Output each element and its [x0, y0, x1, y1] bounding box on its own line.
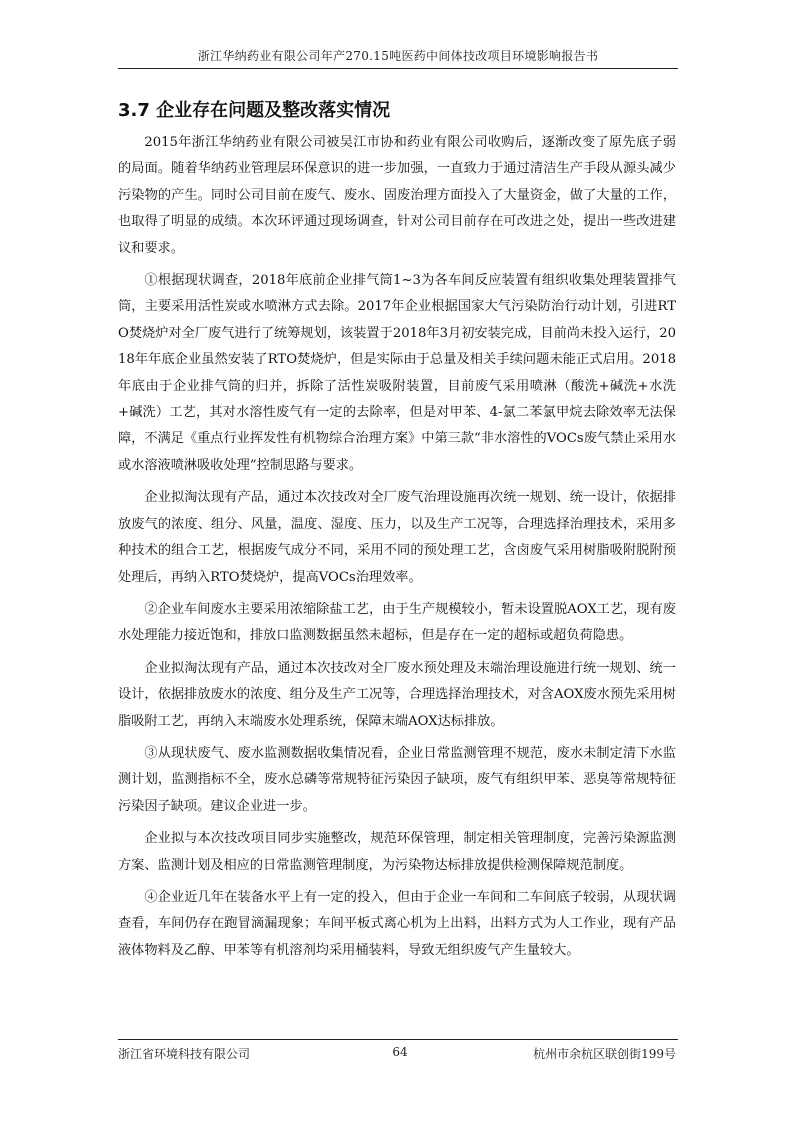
paragraph: ③从现状废气、废水监测数据收集情况看，企业日常监测管理不规范，废水未制定清下水监测计划，监测指标不全，废水总磷等常规特征污染因子缺项，废气有组织甲苯、恶臭等常规特征污染因子缺项。建议企业进一步。 — [118, 745, 676, 814]
header-divider — [118, 68, 678, 69]
running-header: 浙江华纳药业有限公司年产270.15吨医药中间体技改项目环境影响报告书 — [197, 49, 599, 63]
paragraph: ①根据现状调查，2018年底前企业排气筒1~3为各车间反应装置有组织收集处理装置排气筒，主要采用活性炭或水喷淋方式去除。2017年企业根据国家大气污染防治行动计划，引进RTO焚烧炉对全厂废气进行了统筹规划，该装置于2018年3月初安装完成，目前尚未投入运行，2018年年底企业虽然安装了RTO焚烧炉，但是实际由于总量及相关手续问题未能正式启用。2018年底由于企业排气筒的归并，拆除了活性炭吸附装置，目前废气采用喷淋（酸洗+碱洗+水洗+碱洗）工艺，其对水溶性废气有一定的去除率，但是对甲苯、4-氯二苯氯甲烷去除效率无法保障，不满足《重点行业挥发性有机物综合治理方案》中第三款“非水溶性的VOCs废气禁止采用水或水溶液喷淋吸收处理”控制思路与要求。 — [118, 273, 677, 473]
paragraph: 企业拟淘汰现有产品，通过本次技改对全厂废气治理设施再次统一规划、统一设计，依据排放废气的浓度、组分、风量，温度、湿度、压力，以及生产工况等，合理选择治理技术，采用多种技术的组合工艺，根据废气成分不同，采用不同的预处理工艺，含卤废气采用树脂吸附脱附预处理后，再纳入RTO焚烧炉，提高VOCs治理效率。 — [118, 490, 676, 585]
paragraph: ②企业车间废水主要采用浓缩除盐工艺，由于生产规模较小，暂未设置脱AOX工艺，现有废水处理能力接近饱和，排放口监测数据虽然未超标，但是存在一定的超标或超负荷隐患。 — [118, 601, 676, 644]
paragraph: 企业拟淘汰现有产品，通过本次技改对全厂废水预处理及末端治理设施进行统一规划、统一设计，依据排放废水的浓度、组分及生产工况等，合理选择治理技术，对含AOX废水预先采用树脂吸附工艺，再纳入末端废水处理系统，保障末端AOX达标排放。 — [118, 660, 676, 729]
footer-address: 杭州市余杭区联创街199号 — [533, 1047, 676, 1061]
footer-divider — [118, 1039, 678, 1040]
section-title: 3.7 企业存在问题及整改落实情况 — [118, 100, 391, 121]
paragraph: 企业拟与本次技改项目同步实施整改，规范环保管理，制定相关管理制度，完善污染源监测方案、监测计划及相应的日常监测管理制度，为污染物达标排放提供检测保障规范制度。 — [118, 831, 676, 873]
footer-company: 浙江省环境科技有限公司 — [118, 1047, 251, 1061]
body-text — [118, 130, 676, 970]
page-number: 64 — [392, 1045, 408, 1059]
paragraph: ④企业近几年在装备水平上有一定的投入，但由于企业一车间和二车间底子较弱，从现状调查看，车间仍存在跑冒滴漏现象；车间平板式离心机为上出料，出料方式为人工作业，现有产品液体物料及乙醇、甲苯等有机溶剂均采用桶装料，导致无组织废气产生量较大。 — [118, 889, 676, 958]
paragraph: 2015年浙江华纳药业有限公司被吴江市协和药业有限公司收购后，逐渐改变了原先底子弱的局面。随着华纳药业管理层环保意识的进一步加强，一直致力于通过清洁生产手段从源头减少污染物的产生。同时公司目前在废气、废水、固废治理方面投入了大量资金，做了大量的工作，也取得了明显的成绩。本次环评通过现场调查，针对公司目前存在可改进之处，提出一些改进建议和要求。 — [118, 135, 676, 256]
